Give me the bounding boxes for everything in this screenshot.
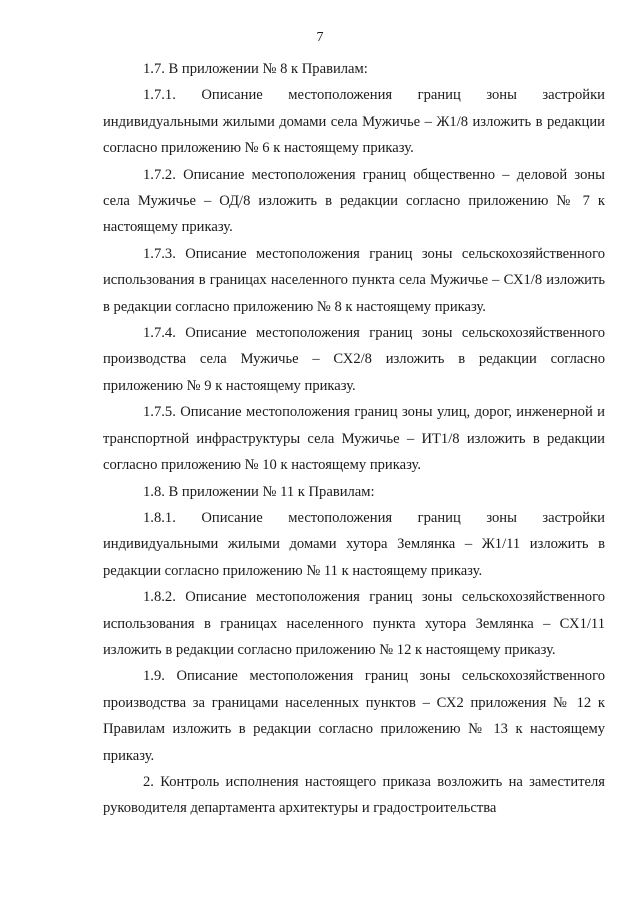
paragraph-1-7-3: 1.7.3. Описание местоположения границ зоны сельскохозяйственного использования в границах населенного пункта села Мужичье – СХ1/8 изложить в редакции согласно приложению № 8 к настоящему приказу. — [103, 245, 605, 315]
document-body — [103, 56, 605, 822]
paragraph-1-8-1: 1.8.1. Описание местоположения границ зоны застройки индивидуальными жилыми домами хутора Землянка – Ж1/11 изложить в редакции согласно приложению № 11 к настоящему приказу. — [103, 509, 605, 579]
paragraph-1-7-1: 1.7.1. Описание местоположения границ зоны застройки индивидуальными жилыми домами села Мужичье – Ж1/8 изложить в редакции согласно приложению № 6 к настоящему приказу. — [103, 87, 605, 157]
paragraph-1-8-2: 1.8.2. Описание местоположения границ зоны сельскохозяйственного использования в границах населенного пункта хутора Землянка – СХ1/11 изложить в редакции согласно приложению № 12 к настоящему приказу. — [103, 589, 605, 658]
paragraph-1-7: 1.7. В приложении № 8 к Правилам: — [143, 61, 368, 77]
paragraph-1-7-2: 1.7.2. Описание местоположения границ общественно – деловой зоны села Мужичье – ОД/8 изложить в редакции согласно приложению № 7 к настоящему приказу. — [103, 166, 605, 236]
paragraph-1-7-5: 1.7.5. Описание местоположения границ зоны улиц, дорог, инженерной и транспортной инфраструктуры села Мужичье – ИТ1/8 изложить в редакции согласно приложению № 10 к настоящему приказу. — [103, 404, 605, 474]
paragraph-1-7-4: 1.7.4. Описание местоположения границ зоны сельскохозяйственного производства села Мужичье – СХ2/8 изложить в редакции согласно приложению № 9 к настоящему приказу. — [103, 325, 605, 394]
page-number: 7 — [316, 30, 324, 45]
paragraph-1-8: 1.8. В приложении № 11 к Правилам: — [143, 483, 375, 500]
paragraph-2: 2. Контроль исполнения настоящего приказа возложить на заместителя руководителя департамента архитектуры и градостроительства — [103, 773, 605, 817]
paragraph-1-9: 1.9. Описание местоположения границ зоны сельскохозяйственного производства за границами населенных пунктов – СХ2 приложения № 12 к Правилам изложить в редакции согласно приложению № 13 к настоящему приказу. — [103, 668, 605, 764]
